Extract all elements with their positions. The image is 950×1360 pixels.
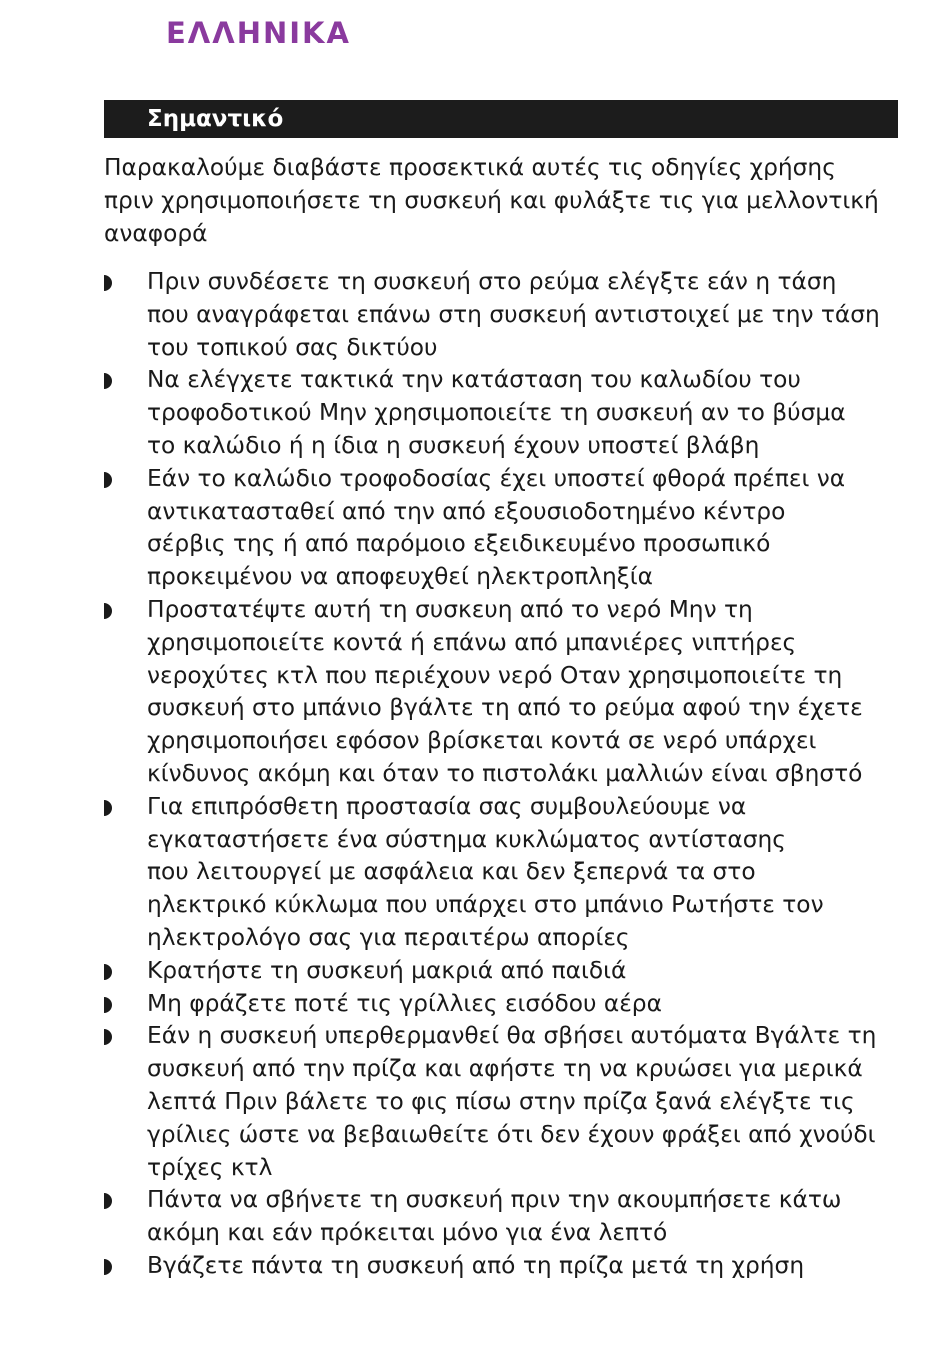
- bullet-line: Να ελέγχετε τακτικά την κατάσταση του καλωδίου του: [147, 366, 801, 394]
- bullet-line: προκειμένου να αποφευχθεί ηλεκτροπληξία: [147, 563, 654, 591]
- bullet-icon: [104, 1193, 112, 1209]
- section-title-bar: [104, 100, 898, 138]
- intro-line: αναφορά: [104, 220, 208, 247]
- bullet-icon: [104, 1029, 112, 1045]
- safety-bullet-list: [104, 266, 904, 1283]
- bullet-line: κίνδυνος ακόμη και όταν το πιστολάκι μαλλιών είναι σβηστό: [147, 759, 863, 787]
- intro-paragraph: [104, 151, 904, 250]
- bullet-line: τρίχες κτλ: [147, 1153, 273, 1181]
- bullet-item: [104, 1020, 904, 1184]
- bullet-line: το καλώδιο ή η ίδια η συσκευή έχουν υποστεί βλάβη: [147, 431, 760, 459]
- bullet-item: [104, 955, 904, 988]
- bullet-icon: [104, 964, 112, 980]
- bullet-item: [104, 1250, 904, 1283]
- bullet-line: αντικατασταθεί από την από εξουσιοδοτημένο κέντρο: [147, 497, 786, 525]
- bullet-item: [104, 364, 904, 462]
- bullet-line: Κρατήστε τη συσκευή μακριά από παιδιά: [147, 956, 627, 984]
- section-title: Σημαντικό: [147, 106, 284, 132]
- bullet-icon: [104, 1259, 112, 1275]
- bullet-icon: [104, 603, 112, 619]
- bullet-line: συσκευή από την πρίζα και αφήστε τη να κρυώσει για μερικά: [147, 1055, 863, 1083]
- bullet-line: Πριν συνδέσετε τη συσκευή στο ρεύμα ελέγξτε εάν η τάση: [147, 268, 837, 295]
- bullet-line: Μη φράζετε ποτέ τις γρίλλιες εισόδου αέρα: [147, 989, 662, 1017]
- bullet-icon: [104, 275, 112, 291]
- bullet-line: Πάντα να σβήνετε τη συσκευή πριν την ακουμπήσετε κάτω: [147, 1186, 842, 1214]
- bullet-line: εγκαταστήσετε ένα σύστημα κυκλώματος αντίστασης: [147, 825, 786, 853]
- bullet-line: ηλεκτρικό κύκλωμα που υπάρχει στο μπάνιο Ρωτήστε τον: [147, 891, 824, 919]
- intro-line: Παρακαλούμε διαβάστε προσεκτικά αυτές τις οδηγίες χρήσης: [104, 154, 836, 181]
- bullet-line: του τοπικού σας δικτύου: [147, 333, 438, 361]
- bullet-line: χρησιμοποιείτε κοντά ή επάνω από μπανιέρες νιπτήρες: [147, 628, 797, 656]
- bullet-line: γρίλιες ώστε να βεβαιωθείτε ότι δεν έχουν φράξει από χνούδι: [147, 1120, 876, 1148]
- bullet-line: συσκευή στο μπάνιο βγάλτε τη από το ρεύμα αφού την έχετε: [147, 694, 863, 722]
- bullet-icon: [104, 800, 112, 816]
- intro-line: πριν χρησιμοποιήσετε τη συσκευή και φυλάξτε τις για μελλοντική: [104, 187, 879, 214]
- bullet-item: [104, 1184, 904, 1250]
- bullet-icon: [104, 472, 112, 488]
- bullet-line: Εάν το καλώδιο τροφοδοσίας έχει υποστεί φθορά πρέπει να: [147, 464, 846, 492]
- bullet-line: χρησιμοποιήσει εφόσον βρίσκεται κοντά σε νερό υπάρχει: [147, 727, 817, 755]
- language-heading: ΕΛΛΗΝΙΚΑ: [166, 16, 351, 50]
- bullet-line: που λειτουργεί με ασφάλεια και δεν ξεπερνά τα στο: [147, 858, 756, 886]
- bullet-icon: [104, 373, 112, 389]
- bullet-line: λεπτά Πριν βάλετε το φις πίσω στην πρίζα ξανά ελέγξτε τις: [147, 1087, 855, 1115]
- bullet-line: Για επιπρόσθετη προστασία σας συμβουλεύουμε να: [147, 792, 747, 820]
- bullet-item: [104, 791, 904, 955]
- bullet-item: [104, 266, 904, 364]
- bullet-item: [104, 463, 904, 594]
- bullet-item: [104, 988, 904, 1021]
- bullet-line: Βγάζετε πάντα τη συσκευή από τη πρίζα μετά τη χρήση: [147, 1251, 805, 1279]
- bullet-line: που αναγράφεται επάνω στη συσκευή αντιστοιχεί με την τάση: [147, 300, 880, 328]
- bullet-line: σέρβις της ή από παρόμοιο εξειδικευμένο προσωπικό: [147, 530, 771, 558]
- bullet-line: νεροχύτες κτλ που περιέχουν νερό Οταν χρησιμοποιείτε τη: [147, 661, 843, 689]
- bullet-line: τροφοδοτικού Μην χρησιμοποιείτε τη συσκευή αν το βύσμα: [147, 399, 846, 427]
- bullet-line: ακόμη και εάν πρόκειται μόνο για ένα λεπτό: [147, 1219, 668, 1247]
- bullet-icon: [104, 997, 112, 1013]
- bullet-line: Εάν η συσκευή υπερθερμανθεί θα σβήσει αυτόματα Βγάλτε τη: [147, 1022, 877, 1050]
- bullet-line: Προστατέψτε αυτή τη συσκευη από το νερό Μην τη: [147, 595, 753, 623]
- bullet-line: ηλεκτρολόγο σας για περαιτέρω απορίες: [147, 923, 630, 951]
- bullet-item: [104, 594, 904, 791]
